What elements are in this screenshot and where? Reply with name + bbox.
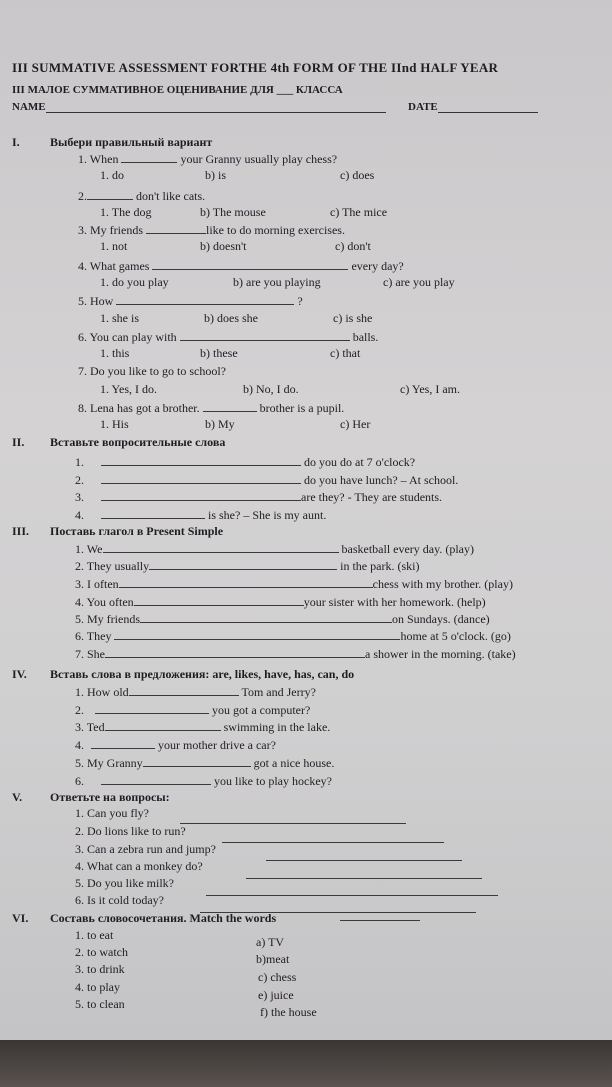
answer-blank[interactable] bbox=[149, 558, 337, 570]
answer-blank[interactable] bbox=[103, 541, 339, 553]
answer-blank[interactable] bbox=[101, 507, 205, 519]
s1-q1-option-a[interactable]: 1. do bbox=[100, 168, 124, 182]
s6-right-item-c[interactable]: c) chess bbox=[258, 970, 297, 984]
answer-blank[interactable] bbox=[140, 611, 392, 623]
s1-q2-option-c[interactable]: c) The mice bbox=[330, 205, 388, 219]
answer-line[interactable] bbox=[180, 823, 406, 824]
section-2-heading: II. Вставьте вопросительные слова bbox=[12, 435, 226, 449]
s6-left-item-3[interactable]: 3. to drink bbox=[75, 962, 125, 976]
s6-right-item-b[interactable]: b)meat bbox=[256, 952, 290, 966]
date-line[interactable] bbox=[438, 112, 538, 113]
s1-q7-option-b[interactable]: b) No, I do. bbox=[243, 382, 299, 396]
s1-question-2: 2. don't like cats. bbox=[78, 189, 206, 203]
s4-item-3: 3. Ted swimming in the lake. bbox=[75, 720, 331, 734]
s2-item-2: 2. do you have lunch? – At school. bbox=[75, 473, 459, 487]
s4-item-4: 4. your mother drive a car? bbox=[75, 738, 276, 752]
answer-blank[interactable] bbox=[134, 594, 304, 606]
s4-item-6: 6. you like to play hockey? bbox=[75, 774, 332, 788]
s3-item-6: 6. They home at 5 o'clock. (go) bbox=[75, 629, 511, 643]
answer-line[interactable] bbox=[246, 878, 482, 879]
answer-blank[interactable] bbox=[116, 293, 294, 305]
section-3-heading: III. Поставь глагол в Present Simple bbox=[12, 524, 224, 538]
s1-q6-option-b[interactable]: b) these bbox=[200, 346, 238, 360]
answer-blank[interactable] bbox=[152, 258, 348, 270]
s1-q8-option-a[interactable]: 1. His bbox=[100, 417, 129, 431]
s2-item-3: 3. are they? - They are students. bbox=[75, 490, 443, 504]
s4-item-5: 5. My Granny got a nice house. bbox=[75, 756, 335, 770]
divider-line bbox=[340, 920, 420, 921]
answer-blank[interactable] bbox=[105, 646, 365, 658]
answer-blank[interactable] bbox=[143, 755, 251, 767]
answer-blank[interactable] bbox=[95, 702, 209, 714]
s1-q6-option-c[interactable]: c) that bbox=[330, 346, 361, 360]
s1-q1-option-c[interactable]: c) does bbox=[340, 168, 375, 182]
s5-question-3: 3. Can a zebra run and jump? bbox=[75, 842, 216, 856]
s1-q5-option-b[interactable]: b) does she bbox=[204, 311, 258, 325]
section-6-heading: VI. Составь словосочетания. Match the words bbox=[12, 911, 277, 925]
s1-question-5: 5. How ? bbox=[78, 294, 303, 308]
s3-item-7: 7. She a shower in the morning. (take) bbox=[75, 647, 516, 661]
answer-blank[interactable] bbox=[105, 719, 221, 731]
page-subtitle: III МАЛОЕ СУММАТИВНОЕ ОЦЕНИВАНИЕ ДЛЯ ___ КЛАССА bbox=[12, 84, 343, 96]
s2-item-4: 4. is she? – She is my aunt. bbox=[75, 508, 327, 522]
s5-question-4: 4. What can a monkey do? bbox=[75, 859, 203, 873]
answer-blank[interactable] bbox=[101, 454, 301, 466]
s4-item-1: 1. How old Tom and Jerry? bbox=[75, 685, 316, 699]
s1-q8-option-c[interactable]: c) Her bbox=[340, 417, 371, 431]
name-label: NAME bbox=[12, 101, 46, 113]
s5-question-5: 5. Do you like milk? bbox=[75, 876, 174, 890]
answer-blank[interactable] bbox=[180, 329, 350, 341]
answer-blank[interactable] bbox=[114, 628, 400, 640]
s5-question-2: 2. Do lions like to run? bbox=[75, 824, 186, 838]
page-title: III SUMMATIVE ASSESSMENT FORTHE 4th FORM OF THE IInd HALF YEAR bbox=[12, 60, 499, 75]
answer-line[interactable] bbox=[222, 842, 444, 843]
name-date-row bbox=[12, 101, 572, 113]
s6-left-item-5[interactable]: 5. to clean bbox=[75, 997, 125, 1011]
s5-question-1: 1. Can you fly? bbox=[75, 806, 149, 820]
s6-right-item-e[interactable]: e) juice bbox=[258, 988, 294, 1002]
answer-blank[interactable] bbox=[203, 400, 257, 412]
s1-q3-option-a[interactable]: 1. not bbox=[100, 239, 128, 253]
s1-q4-option-c[interactable]: c) are you play bbox=[383, 275, 455, 289]
s2-item-1: 1. do you do at 7 o'clock? bbox=[75, 455, 416, 469]
answer-blank[interactable] bbox=[119, 576, 373, 588]
s1-question-8: 8. Lena has got a brother. brother is a pupil. bbox=[78, 401, 345, 415]
answer-line[interactable] bbox=[266, 860, 462, 861]
s6-left-item-1[interactable]: 1. to eat bbox=[75, 928, 114, 942]
name-line[interactable] bbox=[46, 112, 386, 113]
s6-left-item-2[interactable]: 2. to watch bbox=[75, 945, 128, 959]
s1-q7-option-c[interactable]: c) Yes, I am. bbox=[400, 382, 460, 396]
answer-blank[interactable] bbox=[146, 222, 206, 234]
s1-question-4: 4. What games every day? bbox=[78, 259, 404, 273]
answer-blank[interactable] bbox=[91, 737, 155, 749]
section-1-heading: I. Выбери правильный вариант bbox=[12, 135, 213, 149]
background-surface bbox=[0, 1040, 612, 1087]
s1-q1-option-b[interactable]: b) is bbox=[205, 168, 226, 182]
date-label: DATE bbox=[408, 101, 438, 113]
s3-item-4: 4. You often your sister with her homework. (help) bbox=[75, 595, 486, 609]
s6-right-item-a[interactable]: a) TV bbox=[256, 935, 285, 949]
s1-question-7: 7. Do you like to go to school? bbox=[78, 364, 226, 378]
s1-question-3: 3. My friends like to do morning exercises. bbox=[78, 223, 345, 237]
section-5-heading: V. Ответьте на вопросы: bbox=[12, 790, 170, 804]
s6-right-item-f[interactable]: f) the house bbox=[260, 1005, 317, 1019]
s1-q2-option-a[interactable]: 1. The dog bbox=[100, 205, 152, 219]
s1-q8-option-b[interactable]: b) My bbox=[205, 417, 235, 431]
s1-q7-option-a[interactable]: 1. Yes, I do. bbox=[100, 382, 158, 396]
s1-question-1: 1. When your Granny usually play chess? bbox=[78, 152, 338, 166]
answer-blank[interactable] bbox=[121, 151, 177, 163]
s3-item-1: 1. We basketball every day. (play) bbox=[75, 542, 474, 556]
s1-question-6: 6. You can play with balls. bbox=[78, 330, 379, 344]
answer-blank[interactable] bbox=[101, 773, 211, 785]
s1-q5-option-a[interactable]: 1. she is bbox=[100, 311, 139, 325]
answer-blank[interactable] bbox=[101, 489, 301, 501]
s1-q3-option-b[interactable]: b) doesn't bbox=[200, 239, 247, 253]
section-4-heading: IV. Вставь слова в предложения: are, likes, have, has, can, do bbox=[12, 667, 355, 681]
s3-item-2: 2. They usually in the park. (ski) bbox=[75, 559, 420, 573]
s1-q5-option-c[interactable]: c) is she bbox=[333, 311, 373, 325]
s1-q6-option-a[interactable]: 1. this bbox=[100, 346, 130, 360]
s1-q2-option-b[interactable]: b) The mouse bbox=[200, 205, 266, 219]
answer-blank[interactable] bbox=[101, 472, 301, 484]
s6-left-item-4[interactable]: 4. to play bbox=[75, 980, 120, 994]
answer-blank[interactable] bbox=[87, 188, 133, 200]
answer-line[interactable] bbox=[206, 895, 498, 896]
s3-item-3: 3. I often chess with my brother. (play) bbox=[75, 577, 513, 591]
answer-blank[interactable] bbox=[129, 684, 239, 696]
s3-item-5: 5. My friends on Sundays. (dance) bbox=[75, 612, 490, 626]
s1-q4-option-b[interactable]: b) are you playing bbox=[233, 275, 321, 289]
s1-q4-option-a[interactable]: 1. do you play bbox=[100, 275, 169, 289]
s4-item-2: 2. you got a computer? bbox=[75, 703, 311, 717]
s1-q3-option-c[interactable]: c) don't bbox=[335, 239, 371, 253]
s5-question-6: 6. Is it cold today? bbox=[75, 893, 164, 907]
